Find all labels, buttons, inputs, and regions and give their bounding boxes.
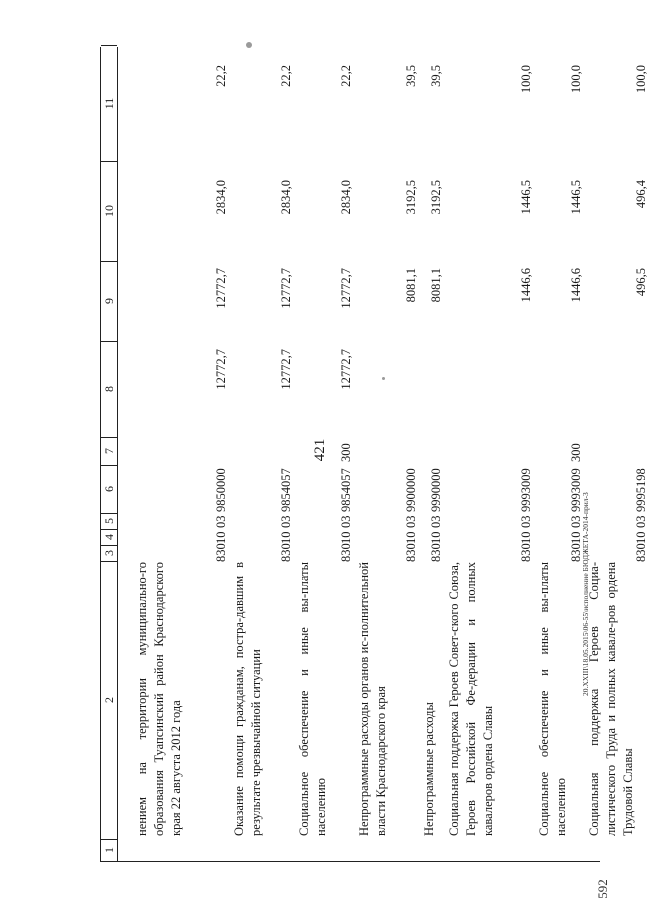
execution-percent: 22,2	[214, 65, 228, 87]
header-cell-8: 8	[101, 341, 117, 438]
header-cell-10: 10	[101, 161, 117, 262]
code-subsection: 03	[339, 515, 353, 528]
code-section: 10	[339, 531, 353, 544]
table-row	[421, 47, 446, 862]
refined-amount: 496,5	[634, 268, 648, 297]
executed-amount: 2834,0	[279, 180, 293, 215]
refined-amount: 1446,6	[519, 268, 533, 303]
execution-percent: 100,0	[569, 65, 583, 94]
code-section: 10	[634, 531, 648, 544]
code-admin: 830	[404, 543, 418, 562]
code-target: 9993009	[519, 468, 533, 512]
code-admin: 830	[279, 543, 293, 562]
code-section: 10	[214, 531, 228, 544]
code-admin: 830	[569, 543, 583, 562]
refined-amount: 12772,7	[214, 268, 228, 309]
executed-amount: 2834,0	[339, 180, 353, 215]
code-subsection: 03	[429, 515, 443, 528]
header-cell-11: 11	[101, 45, 117, 162]
budget-table	[100, 47, 648, 862]
row-description: Непрограммные расходы	[422, 702, 436, 836]
executed-amount: 496,4	[634, 180, 648, 209]
refined-amount: 12772,7	[279, 268, 293, 309]
code-target: 9854057	[339, 468, 353, 512]
approved-amount: 12772,7	[279, 349, 293, 390]
table-row	[586, 47, 651, 862]
code-subsection: 03	[214, 515, 228, 528]
corner-page-number: 592	[595, 879, 610, 899]
header-cell-2: 2	[101, 561, 117, 840]
code-section: 10	[404, 531, 418, 544]
code-subsection: 03	[519, 515, 533, 528]
table-row	[536, 47, 586, 862]
document-stamp: 20.XXIII\18.05.2015\06-55\исполнение БЮДЖЕТА-2014-прил-3	[581, 492, 590, 696]
budget-table-body	[100, 47, 648, 862]
approved-amount: 12772,7	[339, 349, 353, 390]
code-section: 10	[569, 531, 583, 544]
header-cell-7: 7	[101, 437, 117, 466]
code-section: 10	[519, 531, 533, 544]
code-target: 9995198	[634, 468, 648, 512]
header-cell-5: 5	[101, 513, 117, 530]
code-target: 9990000	[429, 468, 443, 512]
code-admin: 830	[634, 543, 648, 562]
code-admin: 830	[429, 543, 443, 562]
code-expense-type: 300	[569, 443, 583, 462]
refined-amount: 8081,1	[404, 268, 418, 303]
code-target: 9854057	[279, 468, 293, 512]
code-target: 9993009	[569, 468, 583, 512]
row-description: Оказание помощи гражданам, постра-давшим в результате чрезвычайной ситуации	[232, 562, 263, 836]
refined-amount: 8081,1	[429, 268, 443, 303]
row-description: Социальное обеспечение и иные вы-платы населению	[297, 562, 328, 836]
header-cell-9: 9	[101, 261, 117, 342]
refined-amount: 12772,7	[339, 268, 353, 309]
executed-amount: 2834,0	[214, 180, 228, 215]
page-number: 421	[312, 438, 328, 462]
row-description: Социальное обеспечение и иные вы-платы населению	[537, 562, 568, 836]
refined-amount: 1446,6	[569, 268, 583, 303]
executed-amount: 1446,5	[519, 180, 533, 215]
code-admin: 830	[214, 543, 228, 562]
executed-amount: 3192,5	[404, 180, 418, 215]
code-target: 9850000	[214, 468, 228, 512]
table-row	[446, 47, 536, 862]
execution-percent: 39,5	[429, 65, 443, 87]
row-description: Социальная поддержка Героев Совет-ского Союза, Героев Российской Фе-дерации и полных кавалеров ордена Славы	[447, 562, 495, 836]
code-subsection: 03	[569, 515, 583, 528]
executed-amount: 1446,5	[569, 180, 583, 215]
header-cell-4: 4	[101, 529, 117, 546]
header-cell-6: 6	[101, 465, 117, 514]
table-row	[296, 47, 356, 862]
code-section: 10	[279, 531, 293, 544]
execution-percent: 100,0	[634, 65, 648, 94]
executed-amount: 3192,5	[429, 180, 443, 215]
table-row	[231, 47, 296, 862]
execution-percent: 22,2	[339, 65, 353, 87]
row-description: Непрограммные расходы органов ис-полнительной власти Краснодарского края	[357, 562, 388, 836]
execution-percent: 39,5	[404, 65, 418, 87]
execution-percent: 22,2	[279, 65, 293, 87]
code-admin: 830	[339, 543, 353, 562]
table-row	[356, 47, 421, 862]
header-cell-3: 3	[101, 545, 117, 562]
code-section: 10	[429, 531, 443, 544]
code-expense-type: 300	[339, 443, 353, 462]
code-subsection: 03	[404, 515, 418, 528]
row-description: нением на территории муниципально-го образования Туапсинский район Краснодарского края 22 августа 2012 года	[135, 562, 183, 836]
code-admin: 830	[519, 543, 533, 562]
row-description: Социальная поддержка Героев Социа-листического Труда и полных кавале-ров ордена Трудовой Славы	[587, 562, 635, 836]
code-subsection: 03	[279, 515, 293, 528]
code-target: 9900000	[404, 468, 418, 512]
approved-amount: 12772,7	[214, 349, 228, 390]
table-row	[134, 47, 231, 862]
header-cell-1: 1	[101, 839, 117, 862]
execution-percent: 100,0	[519, 65, 533, 94]
code-subsection: 03	[634, 515, 648, 528]
table-header-row	[100, 47, 118, 862]
